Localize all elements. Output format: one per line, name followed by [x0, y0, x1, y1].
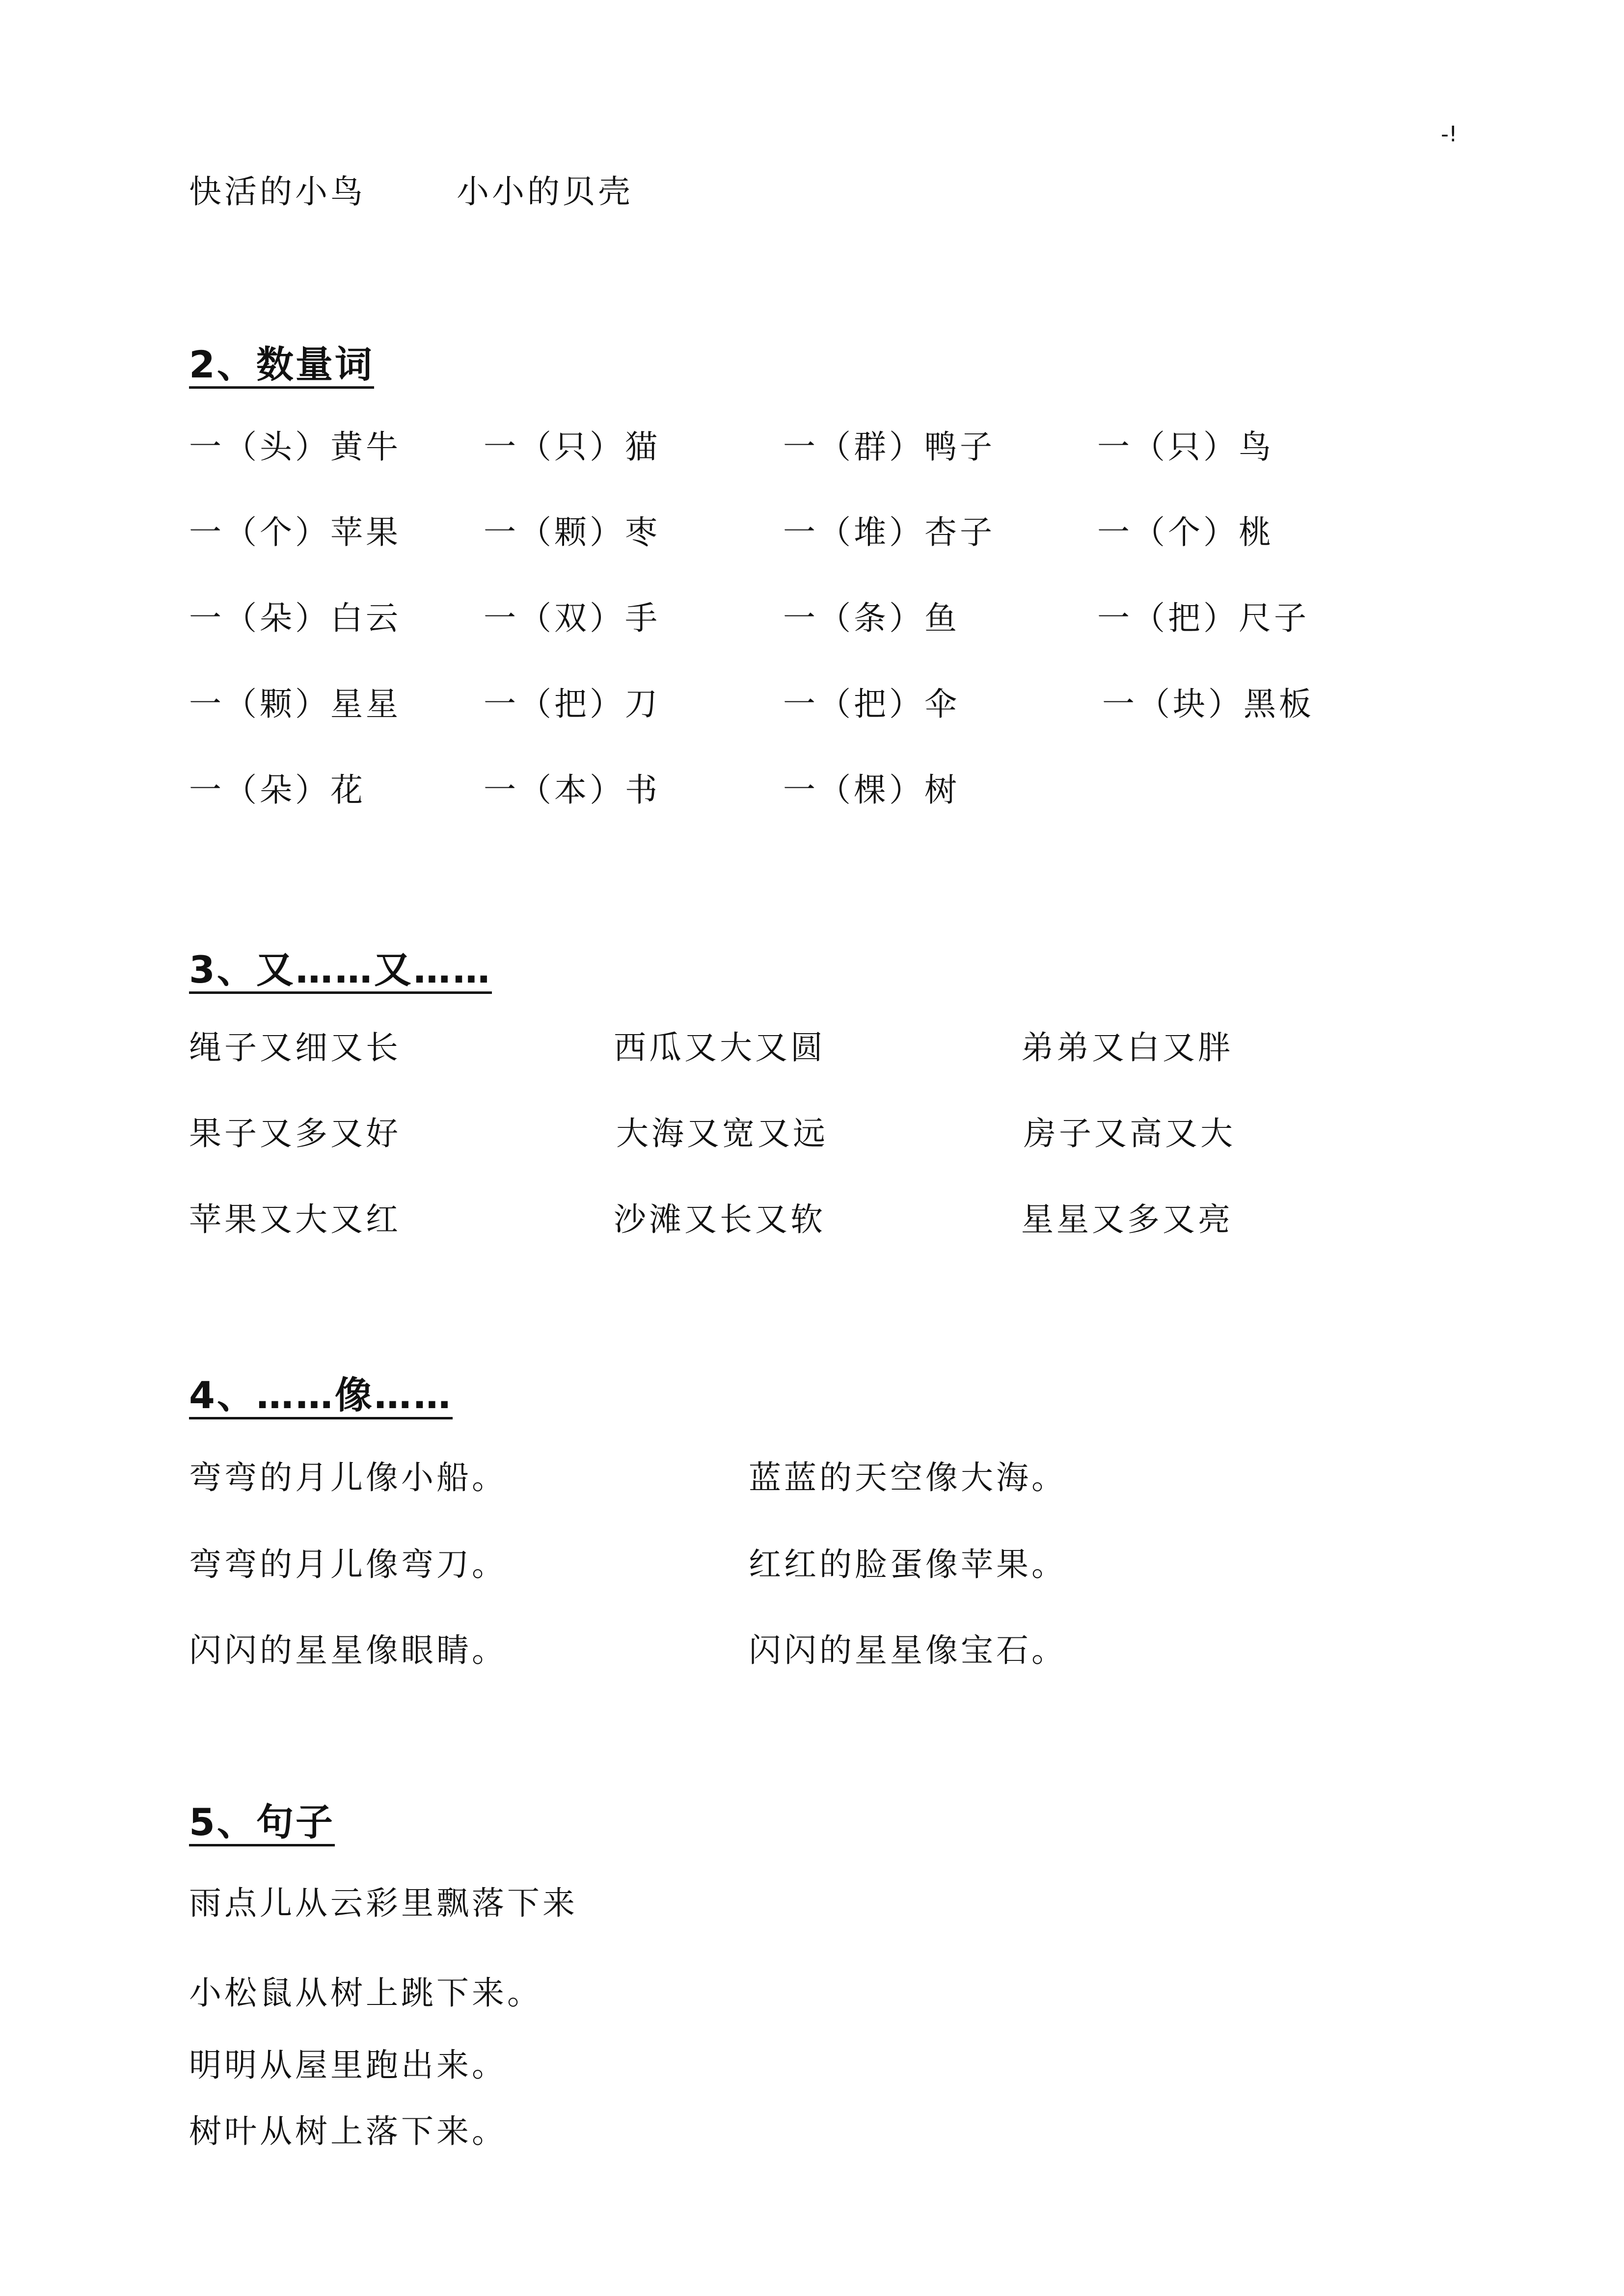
noun-suffix: ）尺子: [1203, 599, 1309, 637]
numeral-prefix: 一（: [783, 513, 854, 551]
measure-word: 群: [854, 428, 889, 466]
measure-word-entry: [189, 513, 401, 551]
measure-word-entry: [189, 428, 401, 466]
measure-word: 把: [854, 685, 889, 723]
measure-word-entry: [783, 599, 960, 637]
example-sentence: 雨点儿从云彩里飘落下来: [189, 1884, 578, 1922]
phrase-item: 弟弟又白又胖: [1021, 1029, 1233, 1067]
phrase-item: 果子又多又好: [189, 1115, 401, 1152]
simile-sentence: 闪闪的星星像眼睛。: [189, 1631, 507, 1669]
measure-word: 双: [554, 599, 590, 637]
noun-suffix: ）黄牛: [295, 428, 401, 466]
section-5-heading: 5、句子: [189, 1804, 335, 1846]
example-sentence: 明明从屋里跑出来。: [189, 2046, 507, 2084]
numeral-prefix: 一（: [1097, 513, 1168, 551]
numeral-prefix: 一（: [484, 599, 554, 637]
measure-word-entry: [1102, 685, 1314, 723]
measure-word: 堆: [854, 513, 889, 551]
measure-word-entry: [1097, 513, 1274, 551]
noun-suffix: ）鸟: [1203, 428, 1274, 466]
measure-word: 块: [1173, 685, 1208, 723]
measure-word-entry: [189, 771, 366, 809]
measure-word-entry: [783, 513, 995, 551]
noun-suffix: ）桃: [1203, 513, 1274, 551]
noun-suffix: ）杏子: [889, 513, 995, 551]
measure-word-entry: [189, 599, 401, 637]
measure-word-entry: [484, 685, 660, 723]
example-sentence: 小松鼠从树上跳下来。: [189, 1974, 542, 2012]
measure-word: 个: [260, 513, 295, 551]
measure-word: 把: [1168, 599, 1203, 637]
noun-suffix: ）苹果: [295, 513, 401, 551]
phrase-item: 大海又宽又远: [616, 1115, 828, 1152]
numeral-prefix: 一（: [189, 599, 260, 637]
simile-sentence: 红红的脸蛋像苹果。: [749, 1546, 1067, 1583]
phrase-item: 房子又高又大: [1024, 1115, 1236, 1152]
measure-word-entry: [783, 685, 960, 723]
example-sentence: 树叶从树上落下来。: [189, 2112, 507, 2150]
numeral-prefix: 一（: [189, 513, 260, 551]
simile-sentence: 闪闪的星星像宝石。: [749, 1631, 1067, 1669]
measure-word-entry: [484, 428, 660, 466]
measure-word: 条: [854, 599, 889, 637]
noun-suffix: ）树: [889, 771, 960, 809]
phrase-item: 星星又多又亮: [1021, 1201, 1233, 1238]
measure-word-entry: [484, 513, 660, 551]
measure-word-entry: [783, 771, 960, 809]
phrase-item: 苹果又大又红: [189, 1201, 401, 1238]
intro-phrase-2: 小小的贝壳: [457, 173, 633, 211]
numeral-prefix: 一（: [189, 428, 260, 466]
numeral-prefix: 一（: [783, 599, 854, 637]
numeral-prefix: 一（: [189, 685, 260, 723]
numeral-prefix: 一（: [783, 428, 854, 466]
simile-sentence: 弯弯的月儿像弯刀。: [189, 1546, 507, 1583]
measure-word: 只: [554, 428, 590, 466]
numeral-prefix: 一（: [1097, 428, 1168, 466]
numeral-prefix: 一（: [1102, 685, 1173, 723]
phrase-item: 绳子又细又长: [189, 1029, 401, 1067]
numeral-prefix: 一（: [484, 685, 554, 723]
simile-sentence: 弯弯的月儿像小船。: [189, 1459, 507, 1496]
noun-suffix: ）白云: [295, 599, 401, 637]
noun-suffix: ）鸭子: [889, 428, 995, 466]
measure-word: 颗: [260, 685, 295, 723]
numeral-prefix: 一（: [484, 428, 554, 466]
noun-suffix: ）手: [590, 599, 660, 637]
measure-word-entry: [783, 428, 995, 466]
noun-suffix: ）枣: [590, 513, 660, 551]
section-3-heading: 3、又……又……: [189, 951, 492, 994]
measure-word-entry: [484, 771, 660, 809]
numeral-prefix: 一（: [1097, 599, 1168, 637]
numeral-prefix: 一（: [783, 685, 854, 723]
noun-suffix: ）黑板: [1208, 685, 1314, 723]
numeral-prefix: 一（: [783, 771, 854, 809]
intro-phrase-1: 快活的小鸟: [189, 173, 366, 211]
measure-word-entry: [1097, 599, 1309, 637]
noun-suffix: ）伞: [889, 685, 960, 723]
noun-suffix: ）花: [295, 771, 366, 809]
measure-word-entry: [1097, 428, 1274, 466]
measure-word: 朵: [260, 599, 295, 637]
simile-sentence: 蓝蓝的天空像大海。: [749, 1459, 1067, 1496]
numeral-prefix: 一（: [189, 771, 260, 809]
measure-word: 朵: [260, 771, 295, 809]
section-4-heading: 4、……像……: [189, 1377, 453, 1419]
measure-word: 棵: [854, 771, 889, 809]
noun-suffix: ）鱼: [889, 599, 960, 637]
noun-suffix: ）刀: [590, 685, 660, 723]
phrase-item: 沙滩又长又软: [614, 1201, 826, 1238]
measure-word: 个: [1168, 513, 1203, 551]
noun-suffix: ）猫: [590, 428, 660, 466]
noun-suffix: ）书: [590, 771, 660, 809]
measure-word: 只: [1168, 428, 1203, 466]
page-mark: -!: [1441, 122, 1458, 147]
measure-word-entry: [189, 685, 401, 723]
section-2-heading: 2、数量词: [189, 346, 374, 389]
numeral-prefix: 一（: [484, 771, 554, 809]
measure-word: 头: [260, 428, 295, 466]
noun-suffix: ）星星: [295, 685, 401, 723]
measure-word: 颗: [554, 513, 590, 551]
numeral-prefix: 一（: [484, 513, 554, 551]
phrase-item: 西瓜又大又圆: [614, 1029, 826, 1067]
measure-word: 把: [554, 685, 590, 723]
measure-word-entry: [484, 599, 660, 637]
measure-word: 本: [554, 771, 590, 809]
